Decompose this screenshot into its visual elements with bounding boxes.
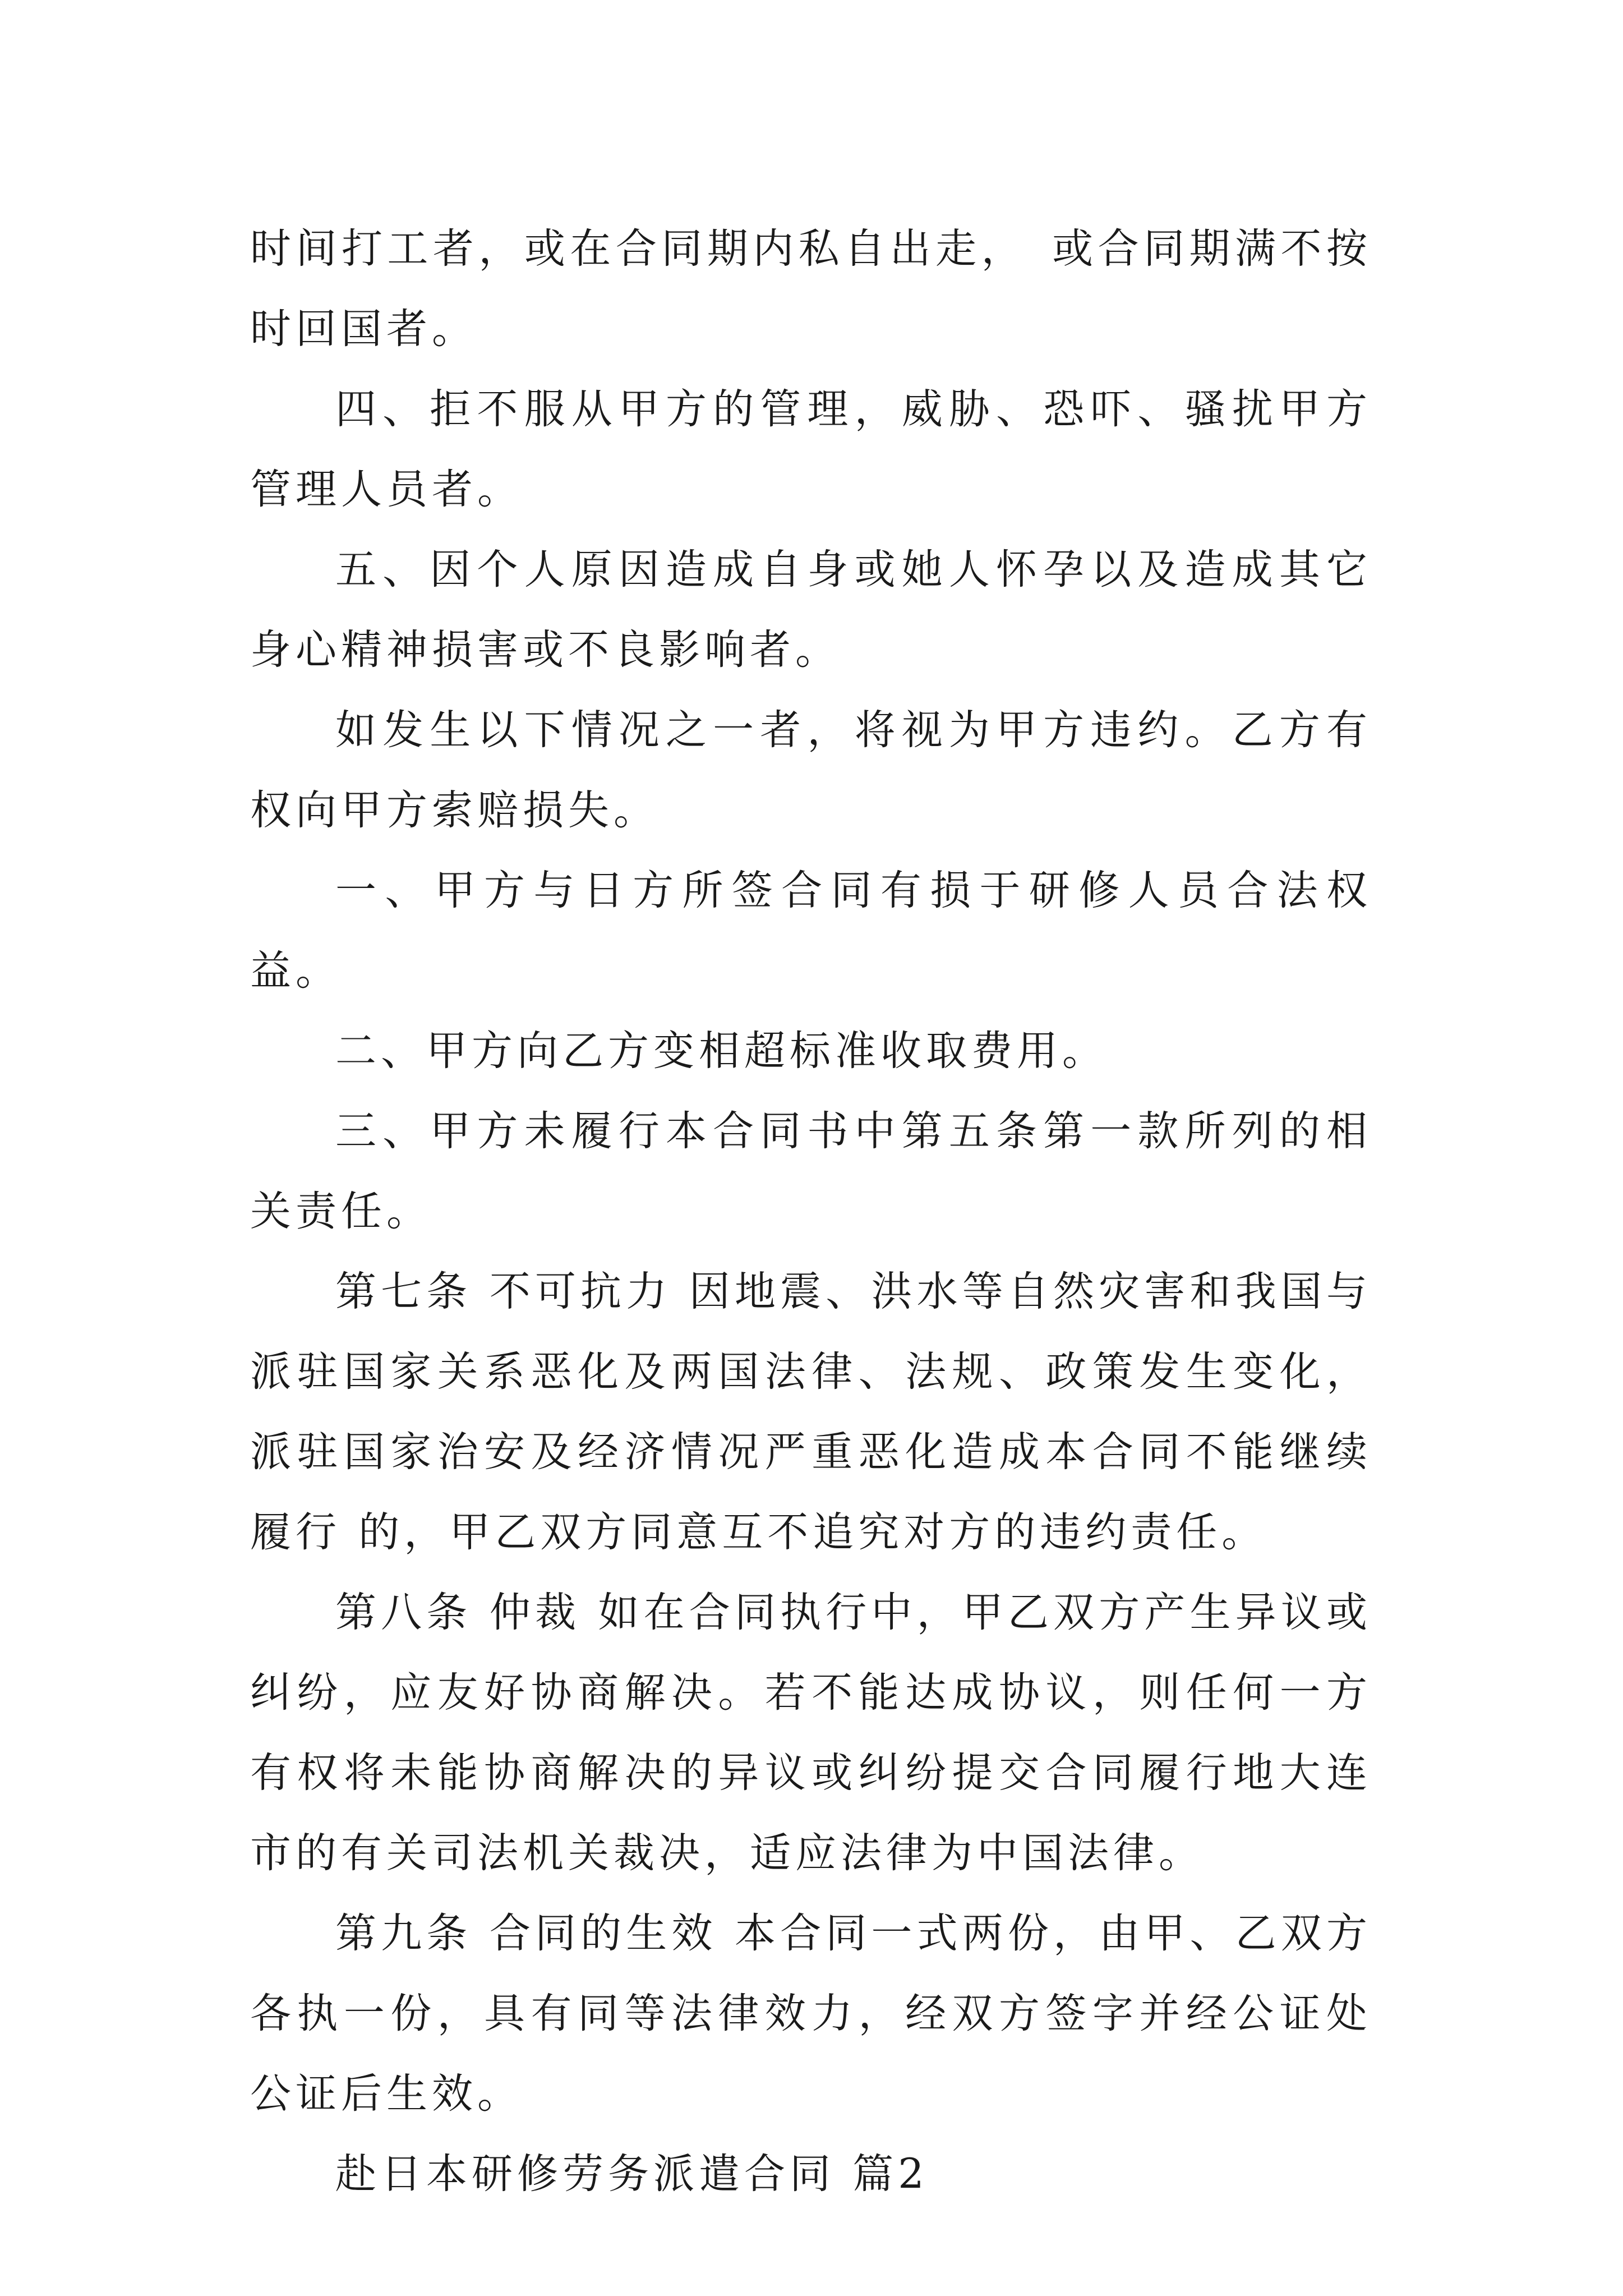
- paragraph-article-9: 第九条 合同的生效 本合同一式两份，由甲、乙双方各执一份，具有同等法律效力，经双方签字并经公证处公证后生效。: [250, 1910, 1372, 2118]
- paragraph-breach-item-3: 三、甲方未履行本合同书中第五条第一款所列的相关责任。: [250, 1107, 1372, 1235]
- paragraph-continuation: 时间打工者，或在合同期内私自出走， 或合同期满不按时回国者。: [250, 225, 1372, 353]
- paragraph-party-a-breach: 如发生以下情况之一者，将视为甲方违约。乙方有权向甲方索赔损失。: [250, 706, 1372, 834]
- paragraph-article-7: 第七条 不可抗力 因地震、洪水等自然灾害和我国与派驻国家关系恶化及两国法律、法规、政策发生变化，派驻国家治安及经济情况严重恶化造成本合同不能继续履行 的，甲乙双方同意互不追究对方的违约责任。: [250, 1268, 1372, 1556]
- paragraph-article-8: 第八条 仲裁 如在合同执行中，甲乙双方产生异议或纠纷，应友好协商解决。若不能达成协议，则任何一方有权将未能协商解决的异议或纠纷提交合同履行地大连市的有关司法机关裁决，适应法律为中国法律。: [250, 1589, 1372, 1877]
- paragraph-clause-5: 五、因个人原因造成自身或她人怀孕以及造成其它身心精神损害或不良影响者。: [250, 546, 1372, 674]
- document-body: [250, 209, 1372, 2214]
- paragraph-breach-item-2: 二、甲方向乙方变相超标准收取费用。: [335, 1027, 1108, 1075]
- paragraph-clause-4: 四、拒不服从甲方的管理，威胁、恐吓、骚扰甲方管理人员者。: [250, 385, 1372, 513]
- section-heading: 赴日本研修劳务派遣合同 篇2: [335, 2150, 929, 2198]
- paragraph-breach-item-1: 一、甲方与日方所签合同有损于研修人员合法权益。: [250, 867, 1372, 995]
